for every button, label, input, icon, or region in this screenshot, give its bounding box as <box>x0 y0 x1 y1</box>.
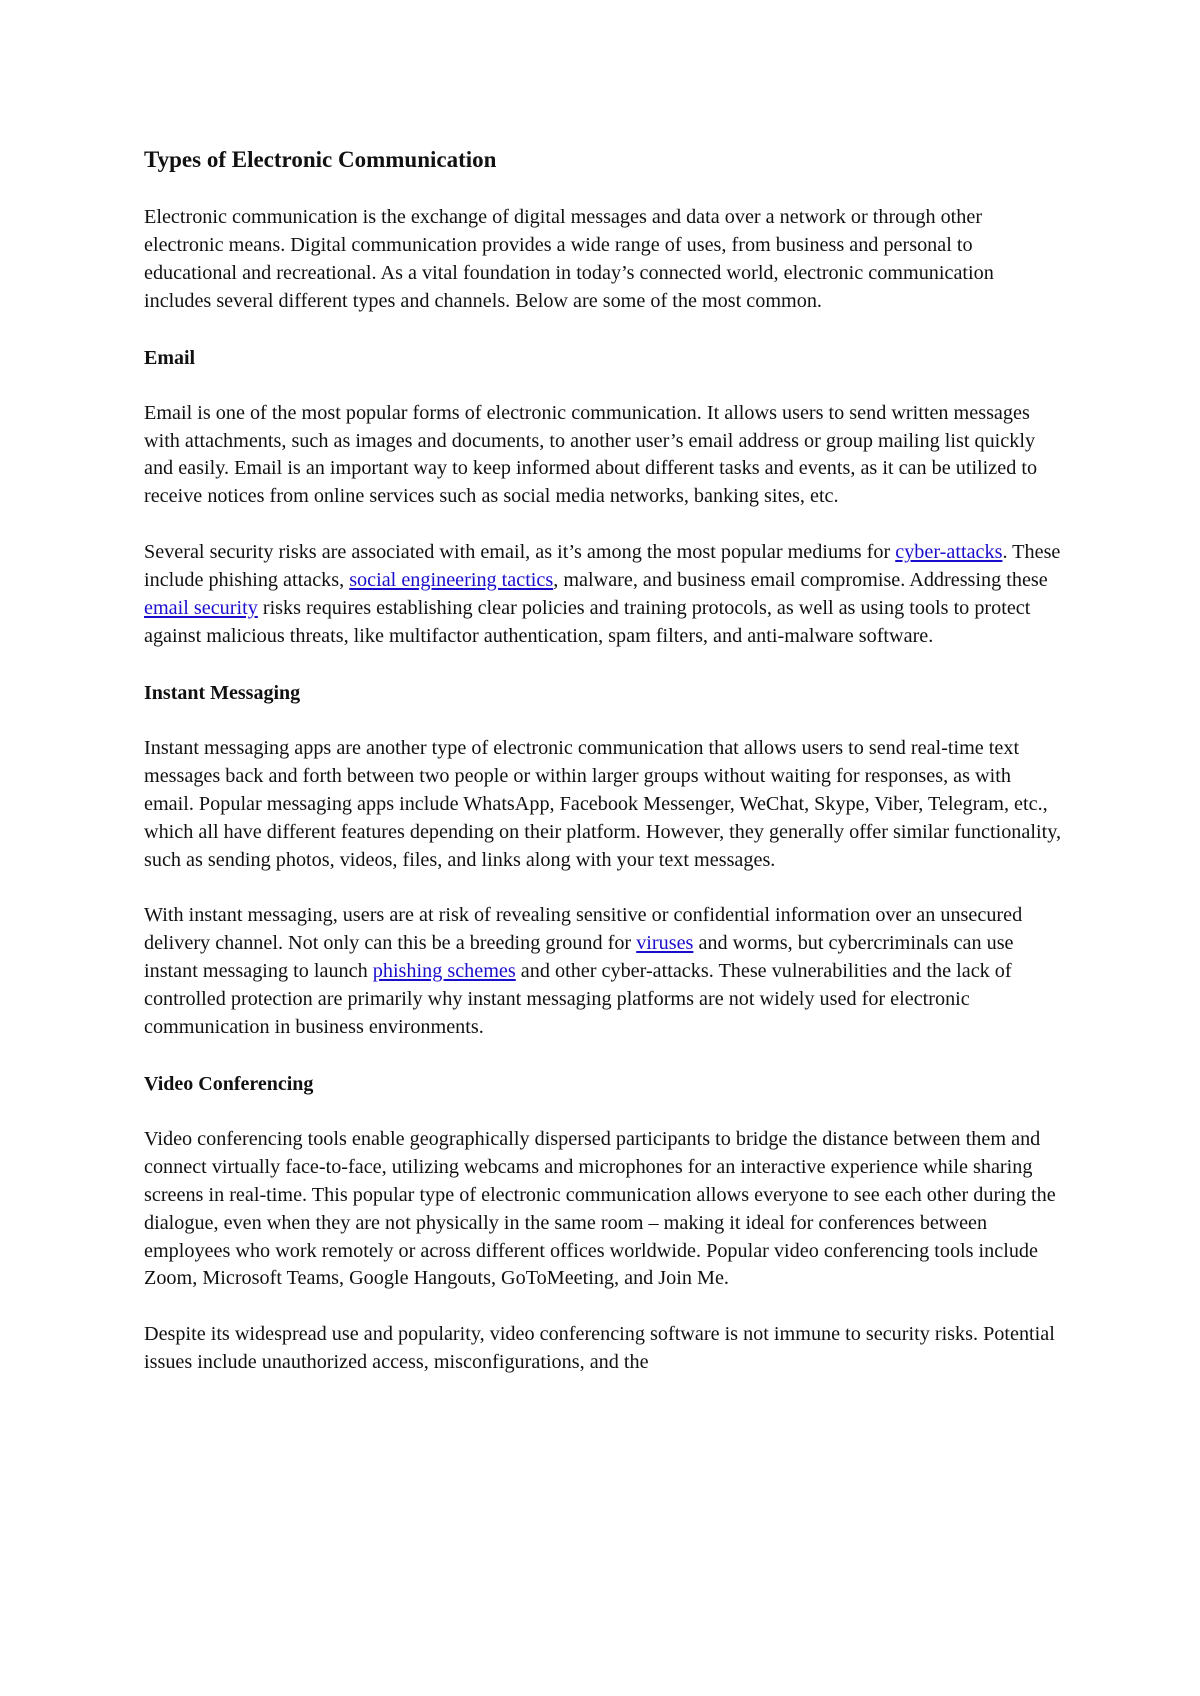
phishing-schemes-link[interactable]: phishing schemes <box>372 960 516 983</box>
email-security-link[interactable]: email security <box>144 597 258 620</box>
email-paragraph-2 <box>144 539 1064 651</box>
social-engineering-tactics-link[interactable]: social engineering tactics <box>349 569 554 592</box>
document-title: Types of Electronic Communication <box>144 147 497 172</box>
video-conferencing-heading: Video Conferencing <box>144 1072 314 1095</box>
instant-messaging-paragraph-1: Instant messaging apps are another type of electronic communication that allows users to send real-time text messages back and forth between two people or within larger groups without waiting for responses, as with email. Popular messaging apps include WhatsApp, Facebook Messenger, WeChat, Skype, Viber, Telegram, etc., which all have different features depending on their platform. However, they generally offer similar functionality, such as sending photos, videos, files, and links along with your text messages. <box>144 736 1062 871</box>
video-conferencing-paragraph-1: Video conferencing tools enable geographically dispersed participants to bridge the distance between them and connect virtually face-to-face, utilizing webcams and microphones for an interactive experience while sharing screens in real-time. This popular type of electronic communication allows everyone to see each other during the dialogue, even when they are not physically in the same room – making it ideal for conferences between employees who work remotely or across different offices worldwide. Popular video conferencing tools include Zoom, Microsoft Teams, Google Hangouts, GoToMeeting, and Join Me. <box>144 1127 1056 1290</box>
email-heading: Email <box>144 346 196 369</box>
text-run: Several security risks are associated with email, as it’s among the most popular mediums for <box>144 541 896 564</box>
text-run: , malware, and business email compromise. Addressing these <box>553 569 1048 592</box>
email-paragraph-1: Email is one of the most popular forms of electronic communication. It allows users to send written messages with attachments, such as images and documents, to another user’s email address or group mailing list quickly and easily. Email is an important way to keep informed about different tasks and events, as it can be utilized to receive notices from online services such as social media networks, banking sites, etc. <box>144 401 1038 508</box>
instant-messaging-paragraph-2 <box>144 902 1064 1042</box>
cyber-attacks-link[interactable]: cyber-attacks <box>895 541 1003 564</box>
text-run: With instant messaging, users are at risk of revealing sensitive or confidential information over an unsecured delivery channel. Not only can this be a breeding ground for <box>144 904 1023 955</box>
text-run: . These include phishing attacks, <box>144 541 1061 592</box>
text-run: and other cyber-attacks. These vulnerabilities and the lack of controlled protection are primarily why instant messaging platforms are not widely used for electronic communication in business environments. <box>144 960 1012 1039</box>
viruses-link[interactable]: viruses <box>636 932 694 955</box>
text-run: and worms, but cybercriminals can use instant messaging to launch <box>144 932 1014 983</box>
document-page <box>144 143 1064 1405</box>
text-run: risks requires establishing clear policies and training protocols, as well as using tools to protect against malicious threats, like multifactor authentication, spam filters, and anti-malware software. <box>144 597 1031 647</box>
intro-paragraph: Electronic communication is the exchange of digital messages and data over a network or through other electronic means. Digital communication provides a wide range of uses, from business and personal to educational and recreational. As a vital foundation in today’s connected world, electronic communication includes several different types and channels. Below are some of the most common. <box>144 206 994 312</box>
instant-messaging-heading: Instant Messaging <box>144 681 301 704</box>
video-conferencing-paragraph-2: Despite its widespread use and popularity, video conferencing software is not immune to security risks. Potential issues include unauthorized access, misconfigurations, and the <box>144 1323 1055 1374</box>
